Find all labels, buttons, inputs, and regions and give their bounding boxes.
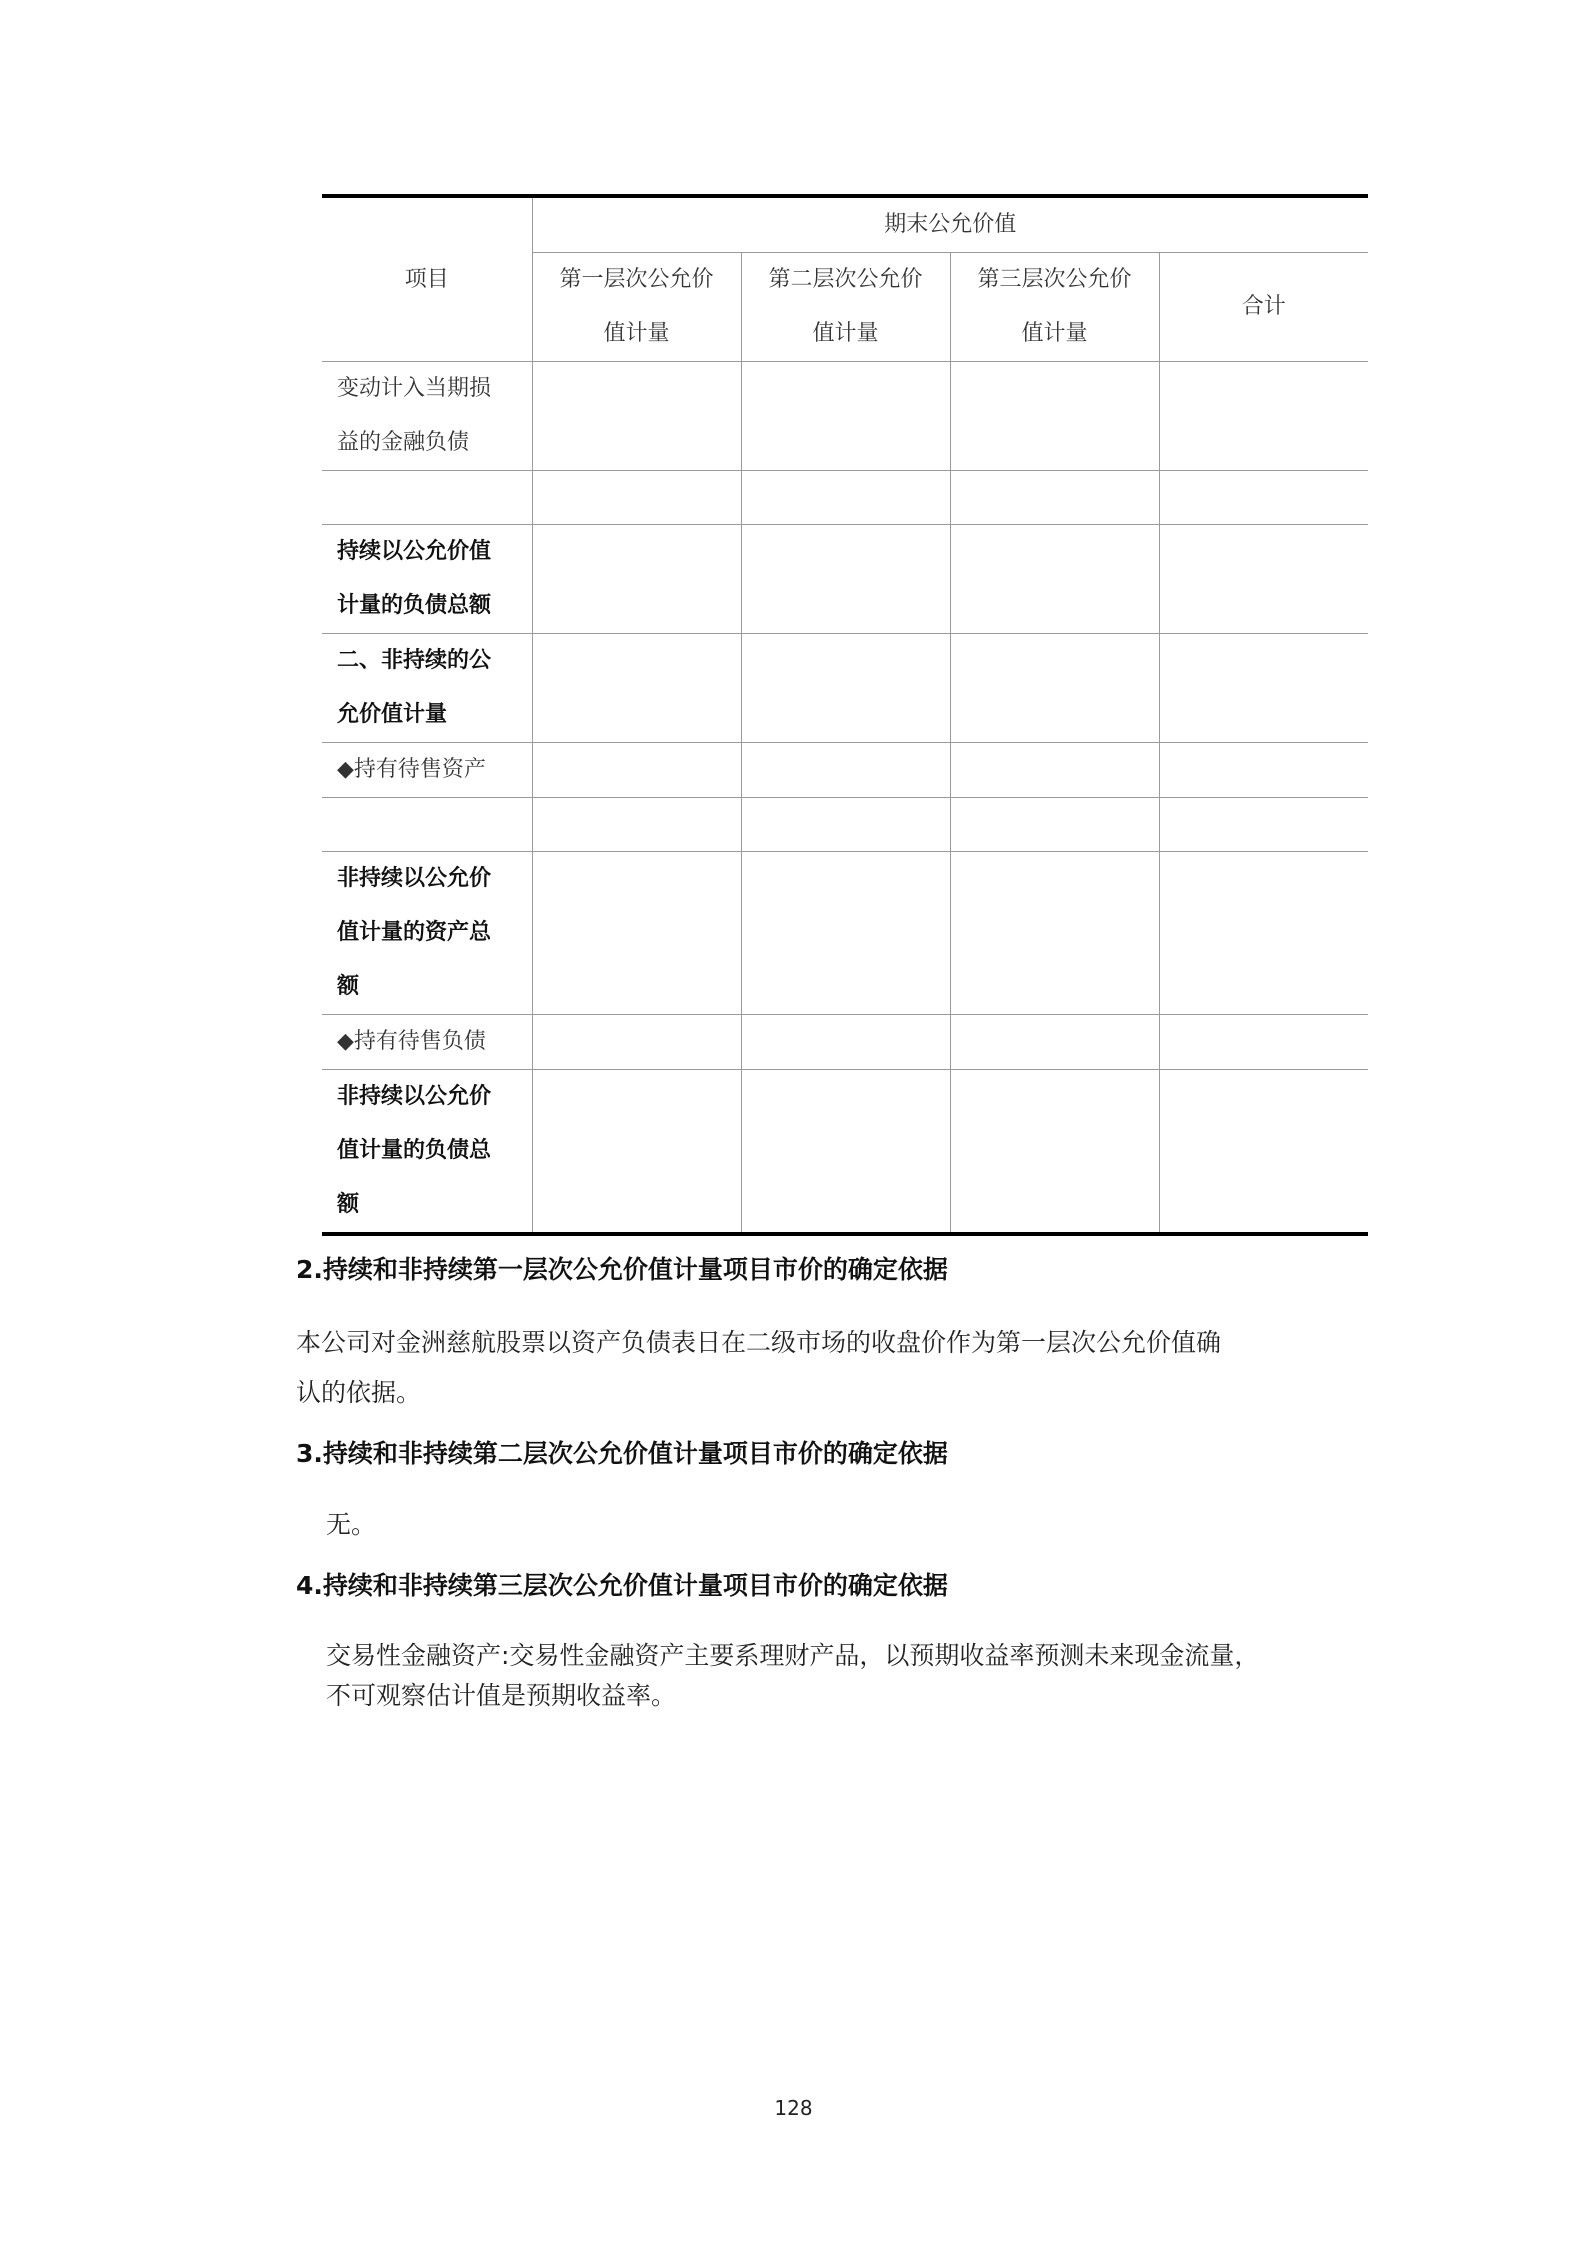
table-row bbox=[322, 743, 1368, 798]
header-level1 bbox=[532, 253, 741, 362]
row-label bbox=[322, 634, 532, 743]
section-2-body-line1: 本公司对金洲慈航股票以资产负债表日在二级市场的收盘价作为第一层次公允价值确 bbox=[296, 1328, 1222, 1357]
table-cell bbox=[741, 1015, 950, 1070]
row-label-line: ◆持有待售负债 bbox=[337, 1029, 486, 1054]
table-cell bbox=[950, 798, 1159, 852]
header-level1-line1: 第一层次公允价 bbox=[559, 267, 714, 292]
row-label-line: 非持续以公允价 bbox=[337, 866, 492, 891]
row-label-line: ◆持有待售资产 bbox=[337, 757, 486, 782]
row-label bbox=[322, 1015, 532, 1070]
section-4-body-line1: 交易性金融资产:交易性金融资产主要系理财产品，以预期收益率预测未来现金流量， bbox=[326, 1641, 1260, 1670]
header-item-label: 项目 bbox=[404, 266, 449, 292]
table-cell bbox=[741, 525, 950, 634]
table-cell bbox=[1159, 1015, 1368, 1070]
section-2-body-line2: 认的依据。 bbox=[296, 1378, 422, 1407]
table-cell bbox=[532, 743, 741, 798]
table-row bbox=[322, 798, 1368, 852]
table-cell bbox=[741, 1070, 950, 1235]
table-row bbox=[322, 525, 1368, 634]
section-3-title: 3.持续和非持续第二层次公允价值计量项目市价的确定依据 bbox=[296, 1439, 948, 1468]
row-label-line: 额 bbox=[337, 974, 360, 999]
row-label-line: 变动计入当期损 bbox=[337, 376, 492, 401]
table-cell bbox=[741, 634, 950, 743]
table-cell bbox=[741, 798, 950, 852]
table-cell bbox=[532, 471, 741, 525]
fair-value-table bbox=[322, 194, 1368, 1236]
table-cell bbox=[950, 525, 1159, 634]
page-number: 128 bbox=[774, 2096, 813, 2120]
table-cell bbox=[532, 525, 741, 634]
table-cell bbox=[532, 1070, 741, 1235]
row-label-line: 允价值计量 bbox=[337, 702, 448, 727]
section-3-body: 无。 bbox=[326, 1510, 377, 1539]
header-total-label: 合计 bbox=[1241, 294, 1286, 319]
row-label-line: 非持续以公允价 bbox=[337, 1084, 492, 1109]
table-cell bbox=[532, 1015, 741, 1070]
header-item bbox=[322, 196, 532, 362]
row-label-line: 二、非持续的公 bbox=[337, 648, 492, 673]
table-cell bbox=[741, 362, 950, 471]
table-row bbox=[322, 1015, 1368, 1070]
row-label bbox=[322, 525, 532, 634]
row-label-line: 值计量的负债总 bbox=[337, 1138, 492, 1163]
table-row bbox=[322, 362, 1368, 471]
row-label-line: 持续以公允价值 bbox=[337, 539, 492, 564]
table-cell bbox=[1159, 471, 1368, 525]
table-cell bbox=[950, 1070, 1159, 1235]
row-label-line: 值计量的资产总 bbox=[337, 920, 492, 945]
row-label bbox=[322, 471, 532, 525]
row-label bbox=[322, 362, 532, 471]
header-level2 bbox=[741, 253, 950, 362]
row-label bbox=[322, 743, 532, 798]
row-label bbox=[322, 852, 532, 1015]
table-cell bbox=[1159, 362, 1368, 471]
table-cell bbox=[1159, 634, 1368, 743]
table-cell bbox=[950, 362, 1159, 471]
row-label bbox=[322, 1070, 532, 1235]
header-level2-line2: 值计量 bbox=[812, 321, 879, 346]
row-label-line: 计量的负债总额 bbox=[337, 593, 492, 618]
table-cell bbox=[532, 362, 741, 471]
header-level3 bbox=[950, 253, 1159, 362]
header-level3-line2: 值计量 bbox=[1021, 321, 1088, 346]
header-level2-line1: 第二层次公允价 bbox=[768, 267, 923, 292]
header-total bbox=[1159, 253, 1368, 362]
table-row bbox=[322, 852, 1368, 1015]
header-level3-line1: 第三层次公允价 bbox=[977, 267, 1132, 292]
table-cell bbox=[532, 852, 741, 1015]
row-label-line: 益的金融负债 bbox=[337, 430, 470, 455]
section-4-title: 4.持续和非持续第三层次公允价值计量项目市价的确定依据 bbox=[296, 1571, 948, 1600]
table-cell bbox=[741, 852, 950, 1015]
table-row bbox=[322, 634, 1368, 743]
row-label-line: 额 bbox=[337, 1192, 360, 1217]
section-4-body-line2: 不可观察估计值是预期收益率。 bbox=[326, 1681, 677, 1710]
table-cell bbox=[1159, 798, 1368, 852]
table-cell bbox=[532, 634, 741, 743]
table-cell bbox=[950, 852, 1159, 1015]
table-row bbox=[322, 471, 1368, 525]
table-cell bbox=[950, 634, 1159, 743]
header-level1-line2: 值计量 bbox=[603, 321, 670, 346]
row-label bbox=[322, 798, 532, 852]
table-cell bbox=[1159, 525, 1368, 634]
table-cell bbox=[950, 1015, 1159, 1070]
table-row bbox=[322, 1070, 1368, 1235]
header-period-end bbox=[532, 196, 1368, 253]
table-cell bbox=[741, 471, 950, 525]
table-cell bbox=[1159, 743, 1368, 798]
table-cell bbox=[950, 743, 1159, 798]
table-cell bbox=[741, 743, 950, 798]
table-cell bbox=[532, 798, 741, 852]
section-2-title: 2.持续和非持续第一层次公允价值计量项目市价的确定依据 bbox=[296, 1255, 948, 1284]
table-cell bbox=[1159, 1070, 1368, 1235]
header-period-end-label: 期末公允价值 bbox=[884, 212, 1017, 237]
table-cell bbox=[950, 471, 1159, 525]
table-cell bbox=[1159, 852, 1368, 1015]
